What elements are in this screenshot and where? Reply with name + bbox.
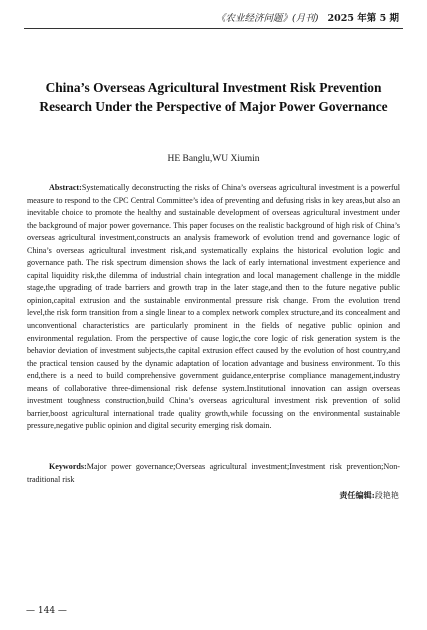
- header-rule: [24, 28, 403, 29]
- keywords-text: Major power governance;Overseas agricultural investment;Investment risk prevention;Non-traditional risk: [27, 462, 400, 484]
- title-line-2: Research Under the Perspective of Major Power Governance: [39, 99, 388, 114]
- running-head: [0, 10, 427, 24]
- keywords-label: Keywords:: [49, 462, 87, 471]
- editor-label: 责任编辑:: [339, 490, 375, 500]
- editor-name: 段艳艳: [374, 490, 399, 500]
- issue-number: 2025 年第 5 期: [327, 13, 399, 24]
- keywords: [27, 461, 400, 486]
- responsible-editor: [339, 490, 399, 501]
- title-line-1: China’s Overseas Agricultural Investment Risk Prevention: [45, 80, 382, 95]
- abstract-text: Systematically deconstructing the risks of China’s overseas agricultural investment is a powerful measure to respond to the CPC Central Committee’s idea of preventing and defusing risks in key areas,but also an inevitable choice to promote the healthy and sustainable development of overseas agricultural investment under the background of major power governance. This paper focuses on the realistic background of high risk of China’s overseas agricultural investment,constructs an analysis framework of evolution trend and governance logic of China’s overseas agricultural investment risk,and systematically explains the historical evolution logic and governance path. The risk spectrum dimension shows the lack of early international investment experience and capital liquidity risk,the dilemma of industrial chain integration and local management challenge in the middle stage,the upgrading of trade barriers and growth trap in the later stage,and then to the future negative public opinion,capital extrusion and the sustainable environmental pressure risk change. From the evolution trend level,the risk form transition from a single linear to a complex network complex structure,and its concealment and unconventional characteristics are particularly prominent in the fields of negative public opinion and environmental regulation. From the perspective of cause logic,the core logic of risk generation system is the behavior deviation of investment subjects,the capital extrusion effect caused by the evolution of host country,and the practical tension caused by the dynamic adaptation of location advantage and business environment. To this end,there is a need to build comprehensive government guidance,enterprise compliance management,industry means of collaborative three-dimensional risk defense system.Institutional innovation can assign overseas investment toughness construction,build China’s overseas agricultural investment risk prevention of solid barrier,boost agricultural international trade quality growth,while focussing on the environmental sustainable pressure,negative public opinion and digital security emerging risk domain.: [27, 183, 400, 431]
- journal-name: 《农业经济问题》(月刊): [216, 13, 319, 24]
- abstract-label: Abstract:: [49, 183, 82, 192]
- page-number: — 144 —: [26, 606, 67, 616]
- article-title: [20, 78, 407, 116]
- article-authors: HE Banglu,WU Xiumin: [167, 154, 260, 164]
- abstract: [27, 182, 400, 433]
